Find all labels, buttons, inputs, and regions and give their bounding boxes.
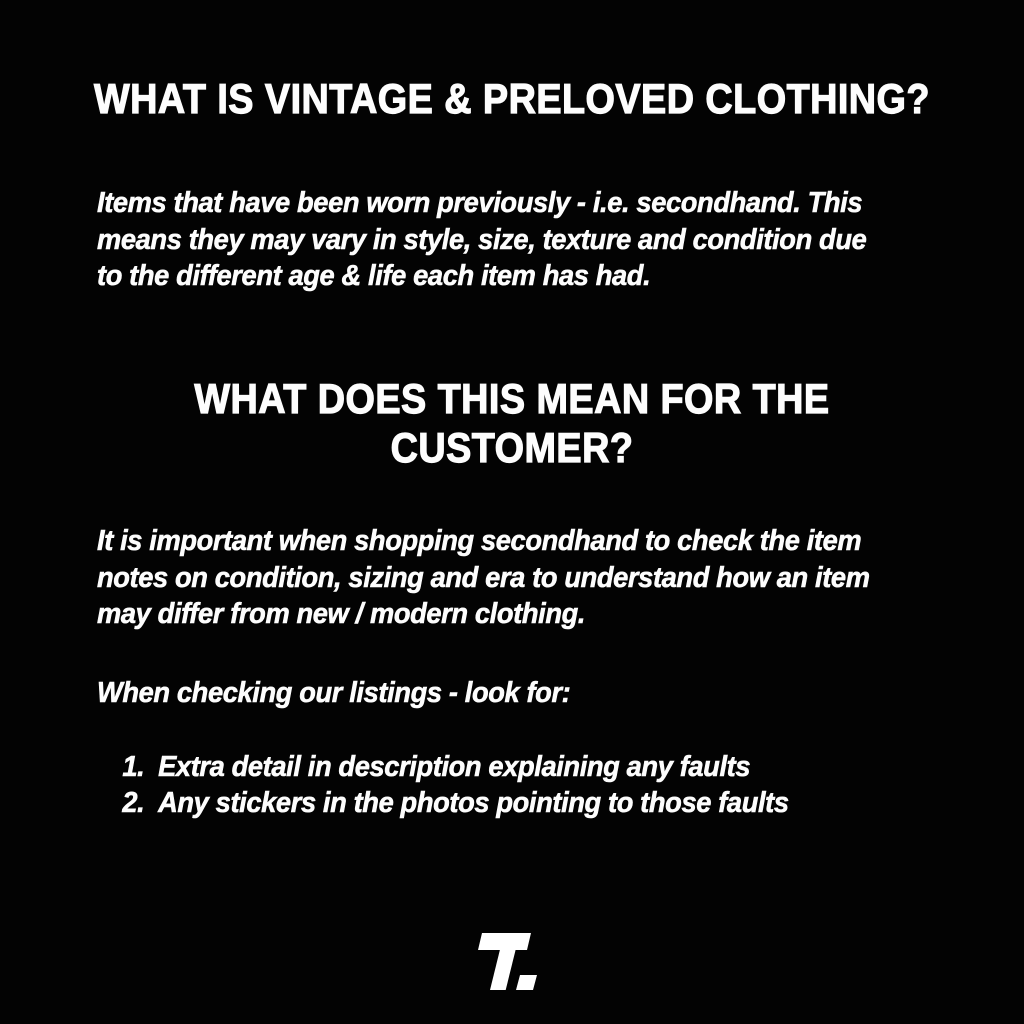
brand-logo-t-icon xyxy=(478,933,538,990)
customer-paragraph-line: notes on condition, sizing and era to understand how an item xyxy=(97,561,870,594)
logo-t-bar xyxy=(478,933,531,950)
checklist-item-number: 1. xyxy=(122,751,145,783)
customer-heading-line: WHAT DOES THIS MEAN FOR THE xyxy=(194,375,830,422)
intro-paragraph xyxy=(97,185,866,295)
customer-paragraph-line: It is important when shopping secondhand to check the item xyxy=(97,525,862,557)
checklist-item-number: 2. xyxy=(122,787,145,819)
checklist-item-text: Any stickers in the photos pointing to those faults xyxy=(158,787,789,819)
logo-t-stem xyxy=(490,950,516,991)
customer-heading-line: CUSTOMER? xyxy=(390,424,634,471)
intro-line: Items that have been worn previously - i.e. secondhand. This xyxy=(97,187,863,219)
customer-heading xyxy=(51,374,973,472)
intro-line: means they may vary in style, size, texture and condition due xyxy=(97,223,867,256)
customer-paragraph-line: may differ from new / modern clothing. xyxy=(97,598,586,630)
checklist-item-text: Extra detail in description explaining any faults xyxy=(158,751,751,783)
logo-period xyxy=(516,975,537,990)
checklist-item xyxy=(97,785,789,821)
checklist-item xyxy=(97,749,789,785)
main-heading: WHAT IS VINTAGE & PRELOVED CLOTHING? xyxy=(94,75,930,122)
customer-paragraph xyxy=(97,523,870,633)
listings-intro-text: When checking our listings - look for: xyxy=(97,677,571,709)
checklist xyxy=(97,749,789,821)
intro-line: to the different age & life each item has had. xyxy=(97,260,651,292)
